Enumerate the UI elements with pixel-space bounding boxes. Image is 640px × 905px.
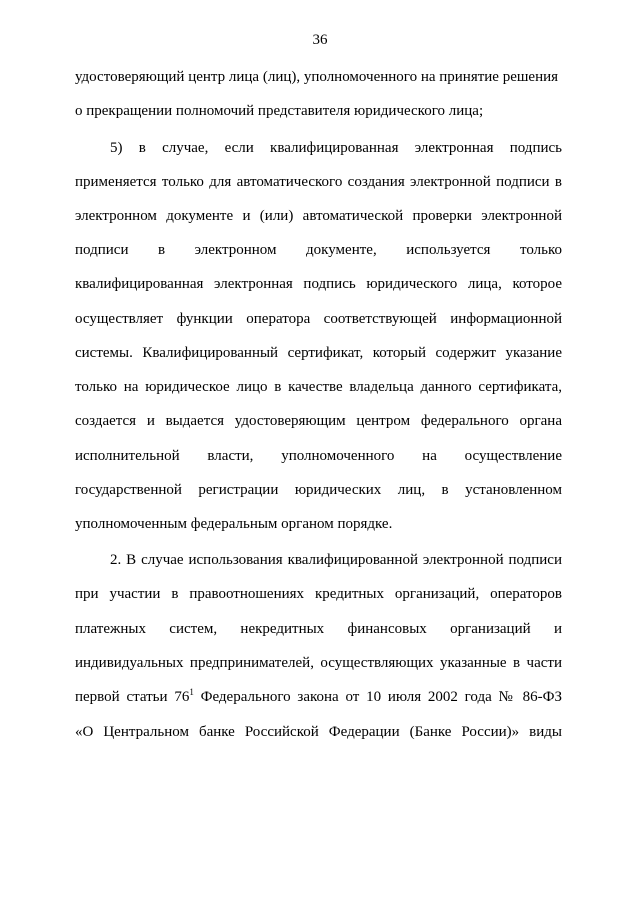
text-line-13: государственной регистрации юридических лиц, в установленном	[75, 482, 562, 498]
text-line-10: только на юридическое лицо в качестве владельца данного сертификата,	[75, 379, 562, 395]
text-line-19-end: Федерального закона от 10 июля 2002 года № 86-ФЗ	[193, 689, 562, 705]
text-line-19	[75, 687, 562, 707]
text-line-11: создается и выдается удостоверяющим центром федерального органа	[75, 413, 562, 429]
text-line-2: о прекращении полномочий представителя юридического лица;	[75, 103, 484, 119]
text-line-14: уполномоченным федеральным органом порядке.	[75, 516, 393, 532]
text-line-17: платежных систем, некредитных финансовых организаций и	[75, 621, 562, 637]
text-line-15: 2. В случае использования квалифицированной электронной подписи	[110, 552, 562, 568]
text-line-18: индивидуальных предпринимателей, осуществляющих указанные в части	[75, 655, 562, 671]
text-line-9: системы. Квалифицированный сертификат, который содержит указание	[75, 345, 562, 361]
superscript: 1	[189, 687, 194, 697]
text-line-3: 5) в случае, если квалифицированная электронная подпись	[110, 140, 562, 156]
text-line-20: «О Центральном банке Российской Федерации (Банке России)» виды	[75, 724, 562, 740]
text-line-7: квалифицированная электронная подпись юридического лица, которое	[75, 276, 562, 292]
text-line-12: исполнительной власти, уполномоченного на осуществление	[75, 448, 562, 464]
text-line-1: удостоверяющий центр лица (лиц), уполномоченного на принятие решения	[75, 69, 559, 85]
text-line-8: осуществляет функции оператора соответствующей информационной	[75, 311, 562, 327]
text-line-19-start: первой статьи 76	[75, 689, 190, 705]
text-line-6: подписи в электронном документе, используется только	[75, 242, 562, 258]
page-number: 36	[312, 32, 328, 48]
text-line-4: применяется только для автоматического создания электронной подписи в	[75, 174, 562, 190]
text-line-5: электронном документе и (или) автоматической проверки электронной	[75, 208, 562, 224]
text-line-16: при участии в правоотношениях кредитных организаций, операторов	[75, 586, 562, 602]
